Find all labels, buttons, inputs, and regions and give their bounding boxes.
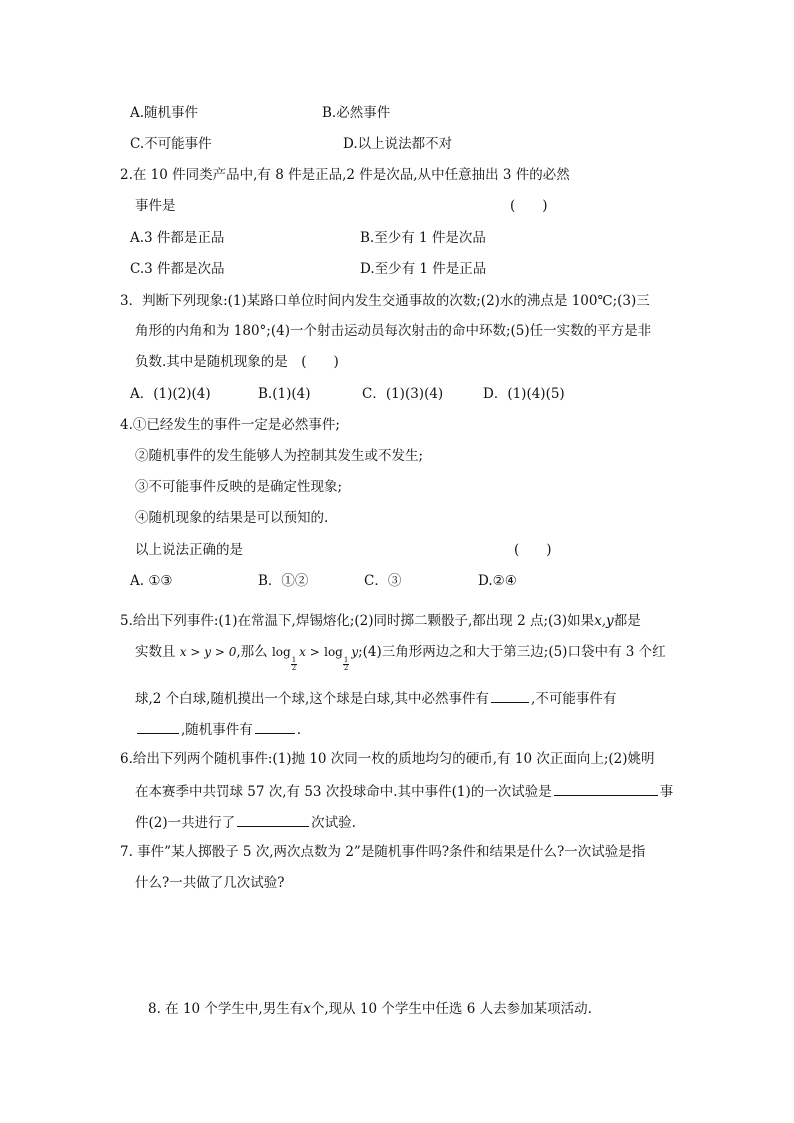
q7-line-2: 什么?一共做了几次试验? [135,875,285,891]
q5-line-4: ,随机事件有 . [135,719,301,739]
q1-option-b: B.必然事件 [322,105,391,121]
q1-option-d: D.以上说法都不对 [343,136,453,152]
q2-option-c: C.3 件都是次品 [130,261,225,277]
q5-log-expression-y: log $\frac{1}{2}$ y [324,645,359,672]
q5-blank-random[interactable] [255,719,295,734]
q4-option-c: C．③ [364,573,402,589]
q3-option-d: D．(1)(4)(5) [483,386,565,402]
q5-line-2-text: 实数且 [135,644,176,660]
q8-line-1: 8. 在 10 个学生中,男生有x个,现从 10 个学生中任选 6 人去参加某项活动. [148,1001,592,1017]
q6-line-3: 件(2)一共进行了 次试验. [135,812,356,832]
q5-blank-impossible[interactable] [137,719,179,734]
q5-log-expression-x: log $\frac{1}{2}$ x > [271,645,320,672]
q4-option-a: A. ①③ [130,573,173,589]
q6-blank-count[interactable] [237,812,309,827]
q5-line-1-end: 都是 [613,613,641,629]
q2-answer-paren: ( ) [510,198,548,214]
q5-condition: x > y > 0 [179,645,237,659]
q5-line-1-text: 5.给出下列事件:(1)在常温下,焊锡熔化;(2)同时掷二颗骰子,都出现 2 点;(3)如果 [120,613,595,629]
q5-var-xy: x,y [594,613,614,629]
q2-option-b: B.至少有 1 件是次品 [360,230,486,246]
q4-answer-paren: ( ) [514,542,552,558]
q5-line-2 [135,643,666,672]
q5-line-1 [120,612,641,630]
q5-line-3: 球,2 个白球,随机摸出一个球,这个球是白球,其中必然事件有 ,不可能事件有 [135,688,616,708]
q5-then: ,那么 [236,644,268,660]
q3-line-3: 负数.其中是随机现象的是 ( ) [135,354,339,370]
q4-line-2: ②随机事件的发生能够人为控制其发生或不发生; [135,448,424,464]
q5-log-base-x: $\frac{1}{2}$ [291,656,297,672]
q3-line-1: 3．判断下列现象:(1)某路口单位时间内发生交通事故的次数;(2)水的沸点是 100℃;(3)三 [120,293,650,309]
q6-line-2: 在本赛季中共罚球 57 次,有 53 次投球命中.其中事件(1)的一次试验是 事 [135,781,673,801]
q2-line-2: 事件是 [135,198,176,214]
q2-option-a: A.3 件都是正品 [130,230,225,246]
q2-line-1: 2.在 10 件同类产品中,有 8 件是正品,2 件是次品,从中任意抽出 3 件的必然 [120,167,570,183]
q6-blank-trial[interactable] [554,781,658,796]
q4-option-b: B．①② [258,573,309,589]
q2-option-d: D.至少有 1 件是正品 [360,261,487,277]
q5-log-base-y: $\frac{1}{2}$ [343,656,349,672]
q3-line-2: 角形的内角和为 180°;(4)一个射击运动员每次射击的命中环数;(5)任一实数的平方是非 [135,323,652,339]
q4-line-1: 4.①已经发生的事件一定是必然事件; [120,417,340,433]
q3-option-c: C．(1)(3)(4) [362,386,444,402]
q4-line-3: ③不可能事件反映的是确定性现象; [135,479,343,495]
q4-line-4: ④随机现象的结果是可以预知的. [135,510,329,526]
q6-line-1: 6.给出下列两个随机事件:(1)抛 10 次同一枚的质地均匀的硬币,有 10 次正面向上;(2)姚明 [120,751,655,767]
q4-line-5: 以上说法正确的是 [135,542,243,558]
q5-blank-certain[interactable] [491,688,529,703]
q7-line-1: 7. 事件”某人掷骰子 5 次,两次点数为 2”是随机事件吗?条件和结果是什么?一次试验是指 [120,844,646,860]
q4-option-d: D.②④ [478,573,517,589]
q8-var-x: x [303,1001,311,1017]
q1-option-a: A.随机事件 [130,105,199,121]
q3-option-a: A．(1)(2)(4) [130,386,211,402]
q3-option-b: B.(1)(4) [258,386,311,402]
q5-line-2-end: ;(4)三角形两边之和大于第三边;(5)口袋中有 3 个红 [358,644,666,660]
q1-option-c: C.不可能事件 [130,136,212,152]
